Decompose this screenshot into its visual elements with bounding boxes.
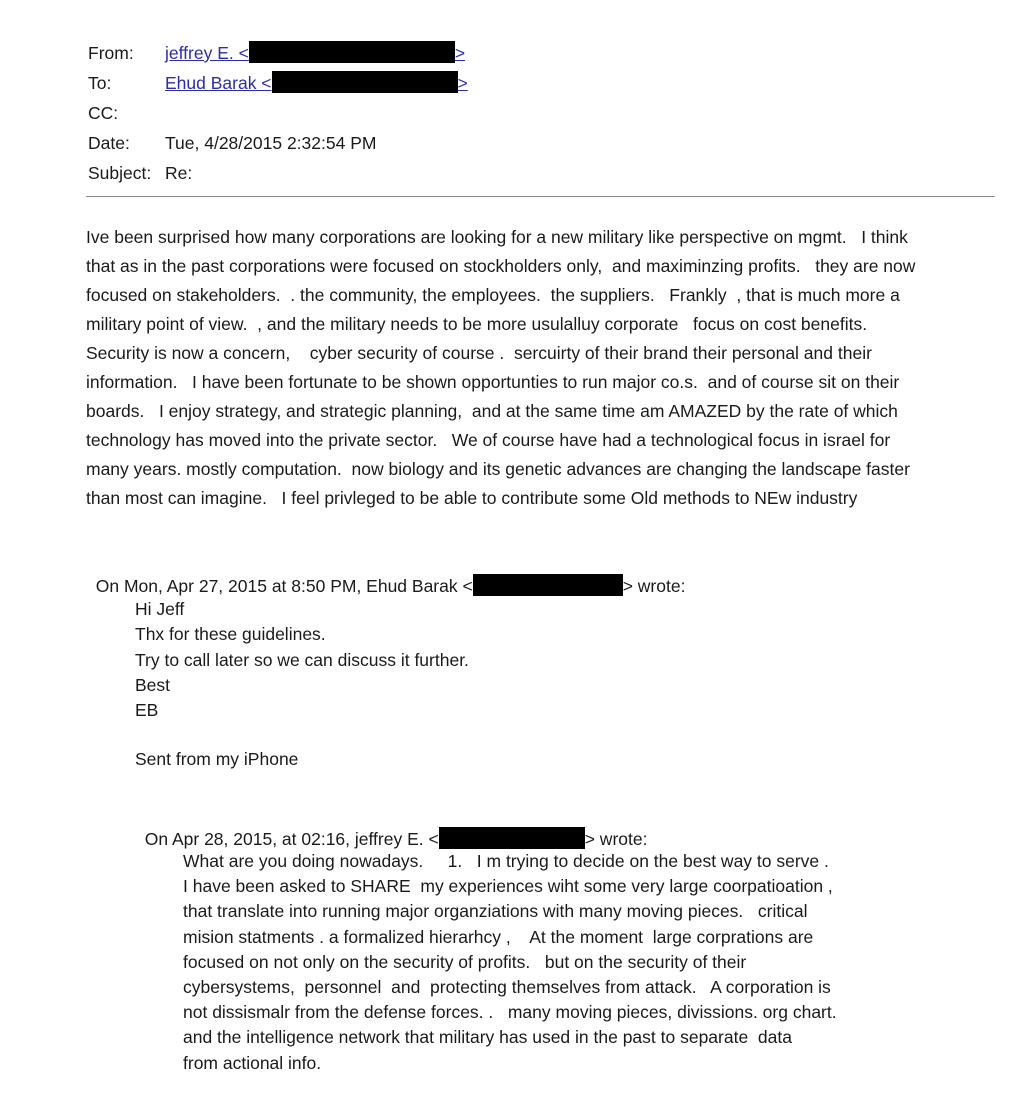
quote-line: that translate into running major organziations with many moving pieces. critical <box>183 901 808 922</box>
quote-line: not dissismalr from the defense forces. . many moving pieces, divissions. org chart. <box>183 1002 837 1023</box>
quote-line: Thx for these guidelines. <box>135 624 326 645</box>
body-line: many years. mostly computation. now biology and its genetic advances are changing the landscape faster <box>86 459 910 479</box>
cc-row <box>88 98 468 128</box>
quote-line: cybersystems, personnel and protecting themselves from attack. A corporation is <box>183 976 831 997</box>
quote-line: Try to call later so we can discuss it further. <box>135 649 469 670</box>
body-line: focused on stakeholders. . the community, the employees. the suppliers. Frankly , that is much more a <box>86 285 900 305</box>
sent-from-signature: Sent from my iPhone <box>135 749 299 769</box>
date-label: Date: <box>88 133 130 153</box>
from-address-link[interactable]: jeffrey E. < > <box>165 43 466 63</box>
quote-line: from actional info. <box>183 1052 322 1073</box>
to-address-link[interactable]: Ehud Barak < > <box>165 73 468 93</box>
quote-line: EB <box>135 700 159 721</box>
to-row <box>88 68 468 98</box>
from-label: From: <box>88 43 134 63</box>
quote-line: focused on not only on the security of profits. but on the security of their <box>183 951 747 972</box>
body-line: boards. I enjoy strategy, and strategic planning, and at the same time am AMAZED by the rate of which <box>86 401 898 421</box>
quote-line: mision statments . a formalized hierarhcy , At the moment large corprations are <box>183 926 814 947</box>
body-line: Ive been surprised how many corporations are looking for a new military like perspective on mgmt. I think <box>86 227 908 247</box>
attribution-suffix: > wrote: <box>622 576 686 596</box>
body-line: Security is now a concern, cyber security of course . sercuirty of their brand their personal and their <box>86 343 872 363</box>
body-line: technology has moved into the private sector. We of course have had a technological focus in israel for <box>86 430 891 450</box>
quoted-reply-1 <box>135 597 469 723</box>
redaction-bar <box>249 41 455 63</box>
body-line: that as in the past corporations were focused on stockholders only, and maximinzing profits. they are now <box>86 256 916 276</box>
attribution-suffix: > wrote: <box>584 829 648 849</box>
quote-line: and the intelligence network that military has used in the past to separate data <box>183 1027 792 1048</box>
email-header <box>88 38 468 188</box>
attribution-prefix: On Apr 28, 2015, at 02:16, jeffrey E. < <box>144 829 439 849</box>
reply-attribution-1 <box>86 541 685 601</box>
quote-line: Hi Jeff <box>135 599 185 619</box>
cc-label: CC: <box>88 103 119 123</box>
message-body <box>86 223 1006 513</box>
to-label: To: <box>88 73 112 93</box>
from-row <box>88 38 468 68</box>
quote-line: What are you doing nowadays. 1. I m trying to decide on the best way to serve . <box>183 851 829 871</box>
redaction-bar <box>272 71 458 93</box>
subject-row <box>88 158 468 188</box>
body-line: information. I have been fortunate to be shown opportunties to run major co.s. and of course sit on their <box>86 372 900 392</box>
quote-line: I have been asked to SHARE my experiences wiht some very large coorpatioation , <box>183 876 833 897</box>
quoted-reply-2 <box>183 849 837 1076</box>
date-value: Tue, 4/28/2015 2:32:54 PM <box>165 133 377 153</box>
quote-line: Best <box>135 674 171 695</box>
subject-label: Subject: <box>88 163 152 183</box>
subject-value: Re: <box>165 163 193 183</box>
attribution-prefix: On Mon, Apr 27, 2015 at 8:50 PM, Ehud Barak < <box>95 576 473 596</box>
reply-attribution-2 <box>135 797 647 853</box>
redaction-bar <box>439 827 585 849</box>
header-divider <box>86 196 995 197</box>
date-row <box>88 128 468 158</box>
body-line: than most can imagine. I feel privleged to be able to contribute some Old methods to NEw industry <box>86 488 858 508</box>
redaction-bar <box>473 574 623 596</box>
body-line: military point of view. , and the military needs to be more usulalluy corporate focus on cost benefits. <box>86 314 868 334</box>
